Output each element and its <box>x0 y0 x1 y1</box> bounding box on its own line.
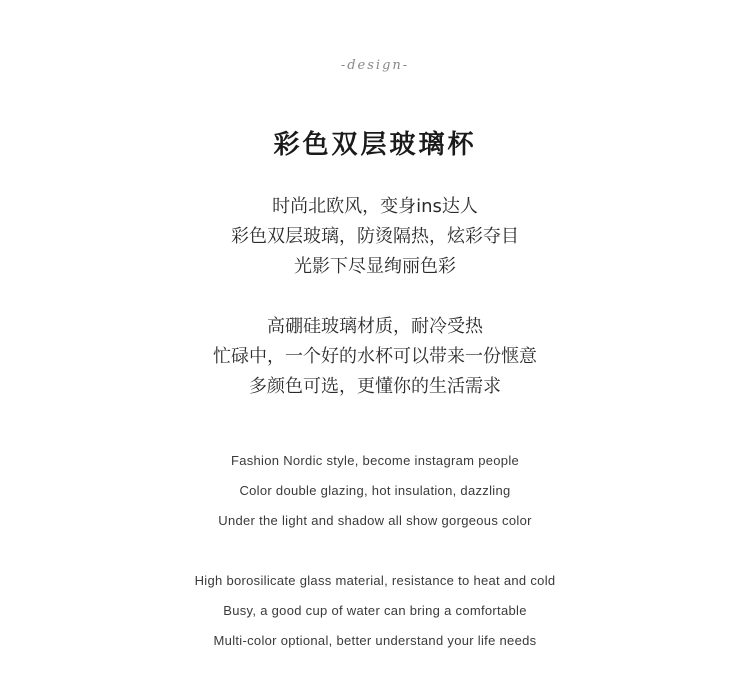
chinese-line: 忙碌中，一个好的水杯可以带来一份惬意 <box>213 346 537 367</box>
english-line: Busy, a good cup of water can bring a comfortable <box>223 603 527 618</box>
english-line: Under the light and shadow all show gorgeous color <box>218 513 532 528</box>
chinese-line: 光影下尽显绚丽色彩 <box>294 256 456 277</box>
english-paragraph-material <box>0 566 750 656</box>
english-line: Multi-color optional, better understand your life needs <box>213 633 537 648</box>
chinese-line: 多颜色可选，更懂你的生活需求 <box>249 376 501 397</box>
english-line: High borosilicate glass material, resistance to heat and cold <box>194 573 556 588</box>
english-line: Color double glazing, hot insulation, dazzling <box>239 483 511 498</box>
page-title: 彩色双层玻璃杯 <box>273 130 477 160</box>
chinese-line: 时尚北欧风，变身ins达人 <box>272 196 478 217</box>
english-paragraph-style <box>0 446 750 536</box>
section-kicker: -design- <box>340 58 410 73</box>
chinese-line: 高硼硅玻璃材质，耐冷受热 <box>267 316 483 337</box>
chinese-paragraph-style <box>0 192 750 282</box>
chinese-line: 彩色双层玻璃，防烫隔热，炫彩夺目 <box>231 226 519 247</box>
english-line: Fashion Nordic style, become instagram people <box>230 453 520 468</box>
chinese-paragraph-material <box>0 312 750 402</box>
